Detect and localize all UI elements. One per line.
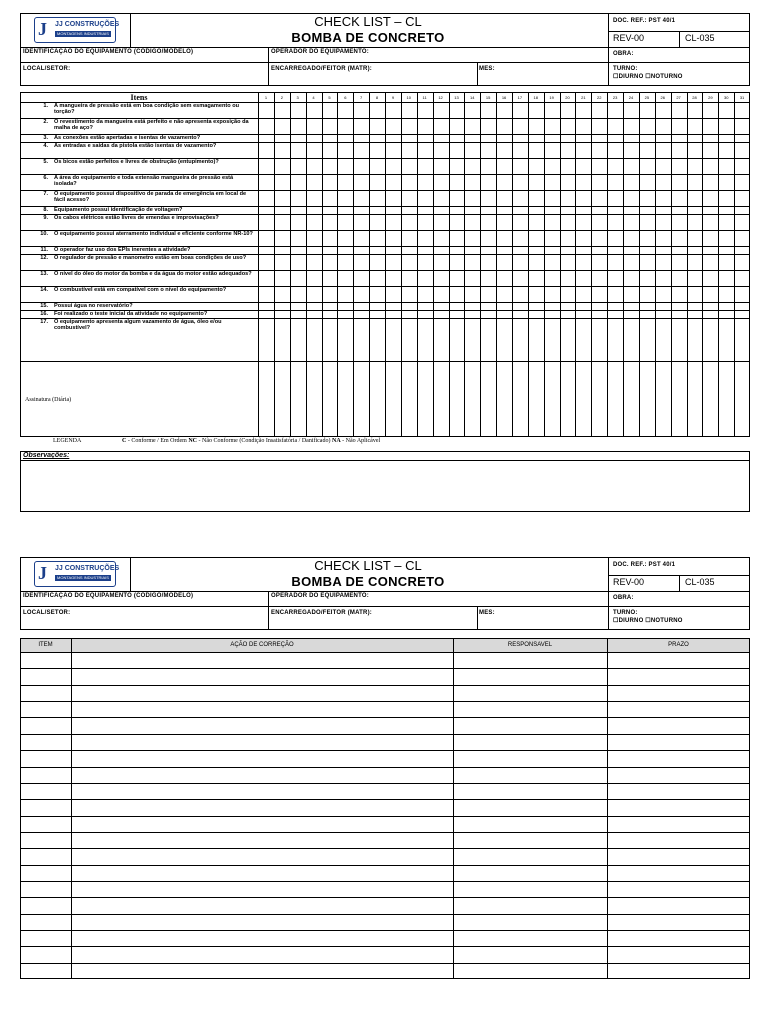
table-row[interactable] bbox=[20, 865, 750, 866]
day-column-10: 10 bbox=[406, 95, 411, 100]
item-text: O equipamento possui aterramento individual e eficiente conforme NR-10? bbox=[54, 231, 253, 237]
day-column-9: 9 bbox=[391, 95, 395, 100]
table-row[interactable] bbox=[20, 832, 750, 833]
checklist-item bbox=[22, 271, 258, 287]
observations-label: Observações: bbox=[23, 452, 70, 459]
table-row[interactable] bbox=[20, 848, 750, 849]
correction-table bbox=[20, 638, 750, 979]
col-deadline: PRAZO bbox=[668, 642, 689, 648]
day-column-17: 17 bbox=[517, 95, 523, 100]
table-row[interactable] bbox=[20, 668, 750, 669]
document-subtitle: BOMBA DE CONCRETO bbox=[291, 30, 445, 45]
table-row[interactable] bbox=[20, 930, 750, 931]
obra-label: OBRA: bbox=[613, 51, 634, 57]
obra-label-2: OBRA: bbox=[613, 595, 634, 601]
item-number: 1. bbox=[43, 103, 48, 109]
day-column-19: 19 bbox=[549, 95, 554, 100]
checklist-item bbox=[22, 215, 258, 231]
turno-label: TURNO: bbox=[613, 66, 638, 72]
revision: REV-00 bbox=[613, 33, 645, 43]
item-text: Os cabos elétricos estão livres de emendas e improvisações? bbox=[54, 215, 219, 221]
logo-letter: J bbox=[38, 19, 47, 39]
table-row[interactable] bbox=[20, 816, 750, 817]
day-column-31: 31 bbox=[739, 95, 745, 100]
day-column-21: 21 bbox=[581, 95, 586, 100]
doc-ref: DOC. REF.: PST 40/1 bbox=[613, 18, 676, 24]
document-code: CL-035 bbox=[685, 33, 715, 43]
item-text: O operador faz uso dos EPIs inerentes a atividade? bbox=[54, 247, 191, 253]
item-number: 9. bbox=[43, 215, 48, 221]
item-text: Equipamento possui identificação de voltagem? bbox=[54, 207, 183, 213]
table-row[interactable] bbox=[20, 734, 750, 735]
day-column-5: 5 bbox=[328, 95, 331, 100]
legend-c: C bbox=[122, 438, 127, 444]
item-number: 3. bbox=[43, 135, 48, 141]
item-number: 15. bbox=[40, 303, 48, 309]
day-column-13: 13 bbox=[454, 95, 459, 100]
legend-c-text: - Conforme / Em Ordem bbox=[126, 438, 189, 444]
checklist-item bbox=[22, 143, 258, 159]
day-column-8: 8 bbox=[375, 95, 379, 100]
day-column-23: 23 bbox=[612, 95, 618, 100]
checklist-item bbox=[22, 255, 258, 271]
checklist-item bbox=[22, 103, 258, 119]
table-row[interactable] bbox=[20, 701, 750, 702]
company-logo-2 bbox=[34, 561, 120, 587]
table-row[interactable] bbox=[20, 946, 750, 947]
item-number: 13. bbox=[40, 271, 48, 277]
checklist-item bbox=[22, 231, 258, 247]
table-row[interactable] bbox=[20, 914, 750, 915]
day-column-25: 25 bbox=[644, 95, 650, 100]
item-number: 5. bbox=[43, 159, 48, 165]
item-text: O combustível está em compatível com o nível do equipamento? bbox=[54, 287, 227, 293]
day-column-14: 14 bbox=[470, 95, 475, 100]
item-text: O nível do óleo do motor da bomba e da água do motor estão adequados? bbox=[54, 271, 252, 277]
document-title-2: CHECK LIST – CL bbox=[314, 558, 422, 573]
company-logo bbox=[34, 17, 120, 43]
col-responsible: RESPONSAVEL bbox=[507, 642, 553, 648]
equipment-id-label: IDENTIFICAÇÃO DO EQUIPAMENTO (CÓDIGO/MODELO) bbox=[23, 49, 194, 55]
item-number: 2. bbox=[43, 119, 48, 125]
logo-letter-2: J bbox=[38, 563, 47, 583]
supervisor-label: ENCARREGADO/FEITOR (MATR): bbox=[271, 66, 372, 72]
item-number: 12. bbox=[40, 255, 48, 261]
day-column-20: 20 bbox=[565, 95, 570, 100]
item-number: 6. bbox=[43, 175, 48, 181]
turno-options-2[interactable]: ☐DIURNO ☐NOTURNO bbox=[613, 618, 683, 624]
company-tagline: MONTAGENS INDUSTRIAIS bbox=[55, 31, 111, 37]
local-label-2: LOCAL/SETOR: bbox=[23, 610, 71, 616]
checklist-item bbox=[22, 175, 258, 191]
doc-ref-2: DOC. REF.: PST 40/1 bbox=[613, 562, 676, 568]
turno-label-2: TURNO: bbox=[613, 610, 638, 616]
day-column-28: 28 bbox=[692, 95, 697, 100]
checklist-item bbox=[22, 191, 258, 207]
day-column-16: 16 bbox=[501, 95, 507, 100]
item-number: 8. bbox=[43, 207, 48, 213]
item-text: Possui água no reservatório? bbox=[54, 303, 133, 309]
day-column-30: 30 bbox=[724, 95, 729, 100]
company-tagline-2: MONTAGENS INDUSTRIAIS bbox=[55, 575, 111, 581]
item-text: O revestimento da mangueira está perfeito e não apresenta exposição da malha de aço? bbox=[54, 119, 249, 132]
document-subtitle-2: BOMBA DE CONCRETO bbox=[291, 574, 445, 589]
legend-title: LEGENDA bbox=[53, 438, 81, 444]
day-column-7: 7 bbox=[360, 95, 363, 100]
item-text: As entradas e saídas da pistola estão isentas de vazamento? bbox=[54, 143, 217, 149]
item-number: 4. bbox=[43, 143, 48, 149]
day-column-18: 18 bbox=[533, 95, 538, 100]
table-row[interactable] bbox=[20, 652, 750, 653]
items-header: Itens bbox=[130, 93, 148, 102]
item-text: Os bicos estão perfeitos e livres de obstrução (entupimento)? bbox=[54, 159, 219, 165]
day-column-29: 29 bbox=[708, 95, 713, 100]
item-text: O regulador de pressão e manometro estão em boas condições de uso? bbox=[54, 255, 247, 261]
table-row[interactable] bbox=[20, 783, 750, 784]
item-number: 14. bbox=[40, 287, 48, 293]
item-number: 10. bbox=[40, 231, 48, 237]
item-number: 7. bbox=[43, 191, 48, 197]
item-text: O equipamento possui dispositivo de parada de emergência em local de fácil acesso? bbox=[54, 191, 247, 204]
signature-label: Assinatura (Diária) bbox=[25, 397, 72, 403]
day-column-11: 11 bbox=[422, 95, 427, 100]
col-item: ITEM bbox=[38, 642, 53, 648]
item-number: 16. bbox=[40, 311, 48, 317]
item-text: A mangueira de pressão está em boa condição sem esmagamento ou torção? bbox=[54, 103, 240, 116]
legend bbox=[53, 438, 380, 444]
equipment-id-label-2: IDENTIFICAÇÃO DO EQUIPAMENTO (CÓDIGO/MODELO) bbox=[23, 593, 194, 599]
document-title: CHECK LIST – CL bbox=[314, 14, 422, 29]
day-column-22: 22 bbox=[597, 95, 602, 100]
table-row[interactable] bbox=[20, 963, 750, 964]
day-column-24: 24 bbox=[628, 95, 634, 100]
day-column-6: 6 bbox=[344, 95, 347, 100]
checklist-item bbox=[22, 319, 258, 337]
legend-na-text: - Não Aplicável bbox=[340, 438, 381, 444]
table-row[interactable] bbox=[20, 799, 750, 800]
table-row[interactable] bbox=[20, 717, 750, 718]
item-text: As conexões estão apertadas e isentas de vazamento? bbox=[54, 135, 201, 141]
checklist-item bbox=[22, 159, 258, 175]
month-label: MES: bbox=[479, 66, 495, 72]
table-row[interactable] bbox=[20, 881, 750, 882]
checklist-item bbox=[22, 287, 258, 303]
operator-label-2: OPERADOR DO EQUIPAMENTO: bbox=[271, 593, 369, 599]
document-code-2: CL-035 bbox=[685, 577, 715, 587]
day-column-4: 4 bbox=[312, 95, 315, 100]
company-name: JJ CONSTRUÇÕES bbox=[55, 21, 120, 28]
legend-nc: NC bbox=[188, 438, 198, 444]
local-label: LOCAL/SETOR: bbox=[23, 66, 71, 72]
table-row[interactable] bbox=[20, 767, 750, 768]
legend-na: NA bbox=[331, 438, 341, 444]
item-text: A área do equipamento e toda extensão mangueira de pressão está isolada? bbox=[54, 175, 234, 188]
day-column-15: 15 bbox=[485, 95, 491, 100]
checklist-item bbox=[22, 119, 258, 135]
item-text: O equipamento apresenta algum vazamento de água, óleo e/ou combustível? bbox=[54, 319, 222, 332]
day-column-26: 26 bbox=[660, 95, 665, 100]
turno-options[interactable]: ☐DIURNO ☐NOTURNO bbox=[613, 74, 683, 80]
day-column-12: 12 bbox=[438, 95, 443, 100]
table-row[interactable] bbox=[20, 897, 750, 898]
item-number: 11. bbox=[40, 247, 48, 253]
day-column-1: 1 bbox=[264, 95, 268, 100]
day-column-3: 3 bbox=[296, 95, 299, 100]
table-row[interactable] bbox=[20, 685, 750, 686]
company-name-2: JJ CONSTRUÇÕES bbox=[55, 565, 120, 572]
col-correction-action: AÇÃO DE CORREÇÃO bbox=[230, 642, 294, 648]
revision-2: REV-00 bbox=[613, 577, 645, 587]
item-text: Foi realizado o teste inicial da atividade no equipamento? bbox=[54, 311, 208, 317]
operator-label: OPERADOR DO EQUIPAMENTO: bbox=[271, 49, 369, 55]
day-column-27: 27 bbox=[676, 95, 681, 100]
month-label-2: MES: bbox=[479, 610, 495, 616]
legend-nc-text: - Não Conforme (Condição Insatisfatória / Danificado) bbox=[197, 438, 332, 444]
supervisor-label-2: ENCARREGADO/FEITOR (MATR): bbox=[271, 610, 372, 616]
day-column-2: 2 bbox=[280, 95, 283, 100]
table-row[interactable] bbox=[20, 750, 750, 751]
item-number: 17. bbox=[40, 319, 48, 325]
